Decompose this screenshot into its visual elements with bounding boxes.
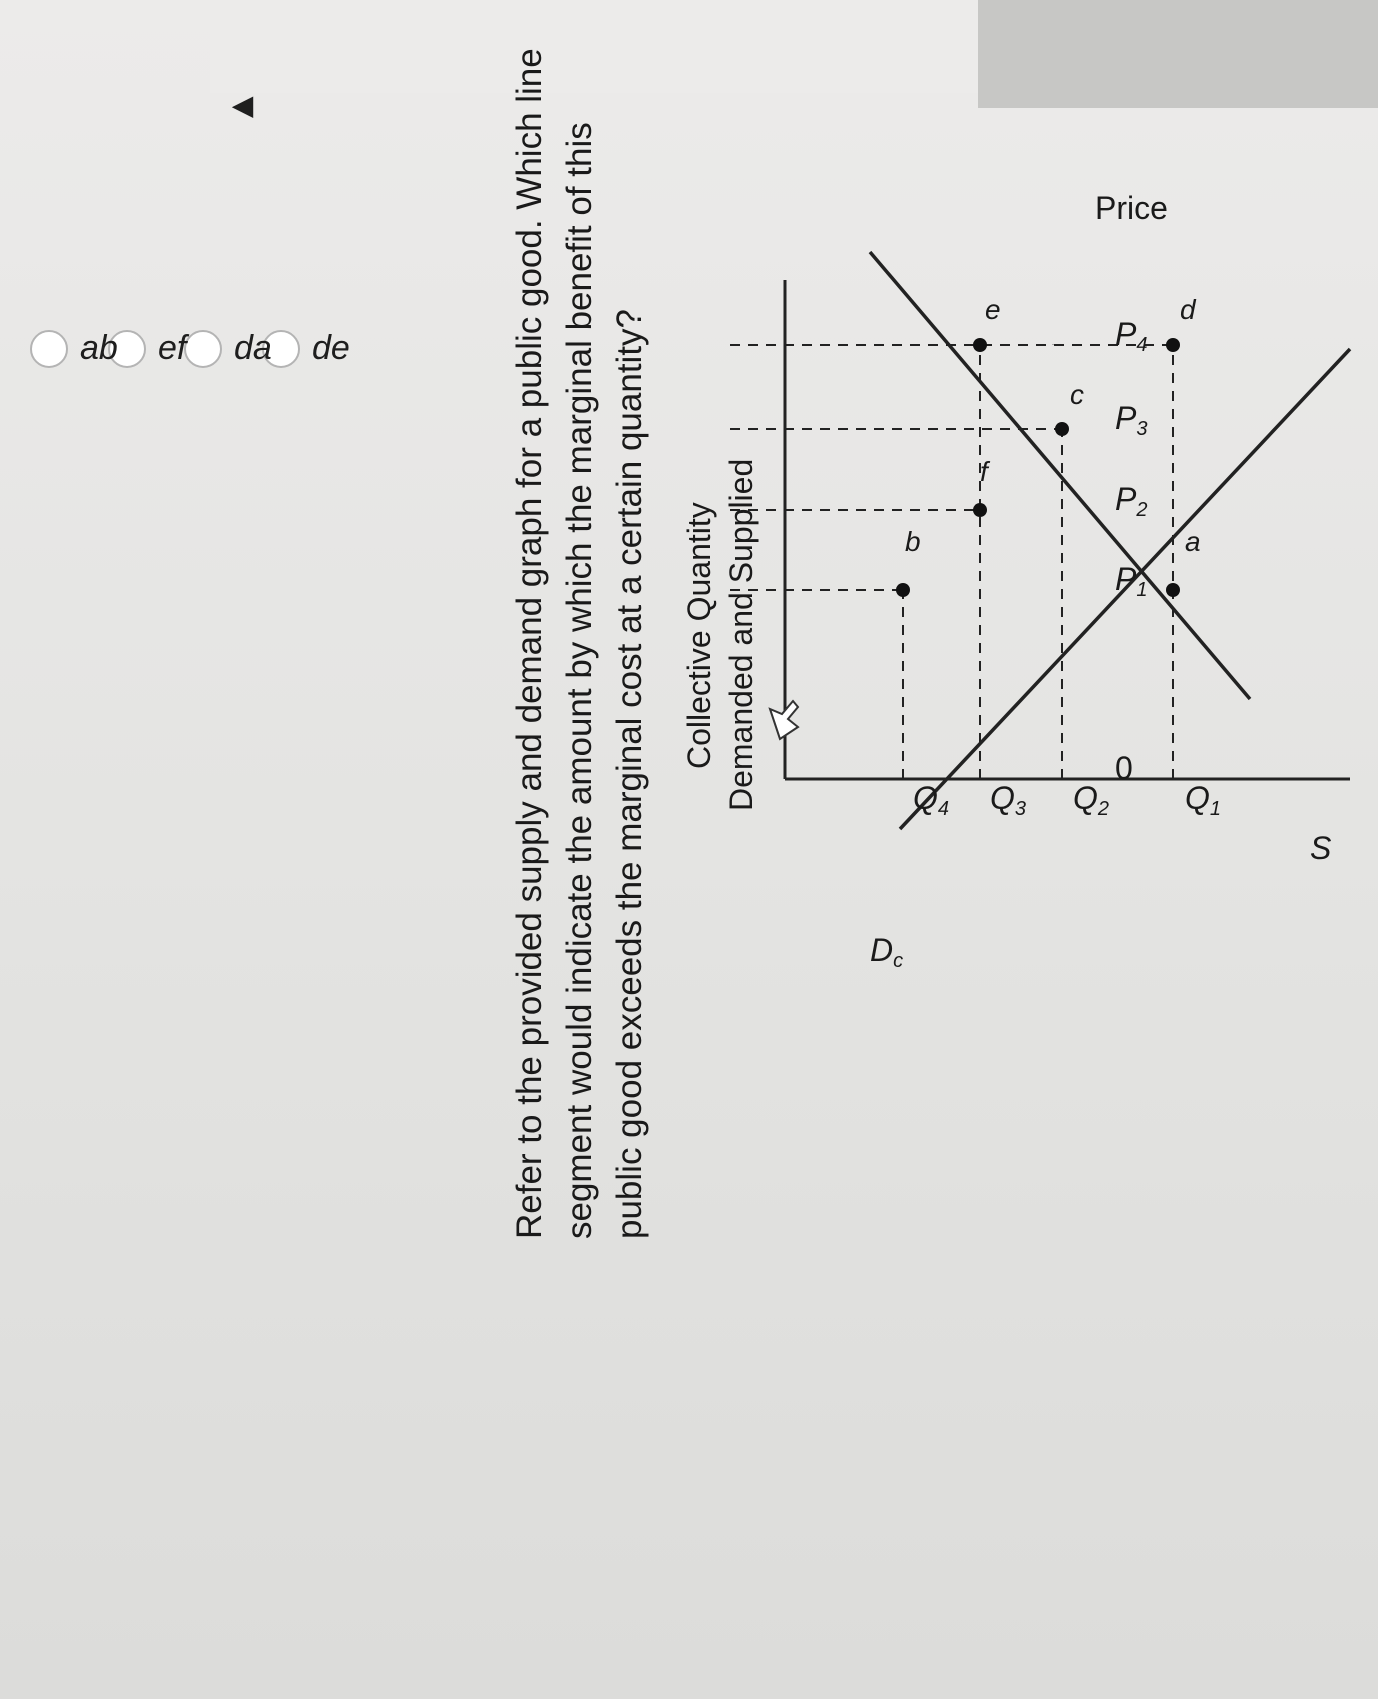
option-label-ab: ab — [80, 329, 118, 367]
label-f: f — [980, 456, 988, 487]
point-e — [973, 338, 987, 352]
point-d — [1166, 338, 1180, 352]
quantity-tick-q4: Q4 — [913, 780, 950, 820]
quantity-tick-q3: Q3 — [990, 780, 1027, 820]
point-letter-labels — [905, 294, 1201, 557]
point-c — [1055, 422, 1069, 436]
option-de[interactable] — [262, 329, 350, 368]
price-tick-p2: P2 — [1115, 481, 1148, 521]
x-axis-label-line1: Collective Quantity — [681, 502, 717, 769]
origin-label: 0 — [1115, 750, 1133, 786]
quantity-tick-q1: Q1 — [1185, 780, 1222, 820]
question-text: Refer to the provided supply and demand graph for a public good. Which line segment would indicate the amount by which the marginal benefit of this public good exceeds the marginal cost at a certain quantity? — [510, 48, 649, 1239]
radio-da[interactable] — [184, 330, 222, 368]
dashed-guides — [730, 345, 1173, 779]
quantity-tick-labels — [913, 780, 1221, 820]
x-axis-label-line2: Demanded and Supplied — [723, 458, 759, 811]
option-label-da: da — [234, 329, 272, 367]
label-c: c — [1070, 379, 1084, 410]
point-a — [1166, 583, 1180, 597]
points — [896, 338, 1180, 597]
price-tick-p1: P1 — [1115, 561, 1148, 601]
collapse-arrow-icon[interactable]: ◀ — [231, 88, 254, 122]
demand-label: Dc — [870, 932, 904, 972]
point-f — [973, 503, 987, 517]
supply-label: S — [1310, 830, 1332, 866]
option-label-de: de — [312, 329, 350, 367]
y-axis-label: Price — [1095, 190, 1168, 226]
option-ef[interactable] — [108, 329, 186, 368]
label-b: b — [905, 526, 921, 557]
option-label-ef: ef — [158, 329, 187, 367]
label-d: d — [1180, 294, 1196, 325]
price-tick-p4: P4 — [1115, 316, 1148, 356]
option-ab[interactable] — [30, 329, 118, 368]
label-a: a — [1185, 526, 1201, 557]
label-e: e — [985, 294, 1001, 325]
price-tick-labels — [1115, 316, 1147, 786]
point-b — [896, 583, 910, 597]
radio-ab[interactable] — [30, 330, 68, 368]
option-da[interactable] — [184, 329, 272, 368]
quantity-tick-q2: Q2 — [1073, 780, 1110, 820]
price-tick-p3: P3 — [1115, 400, 1148, 440]
